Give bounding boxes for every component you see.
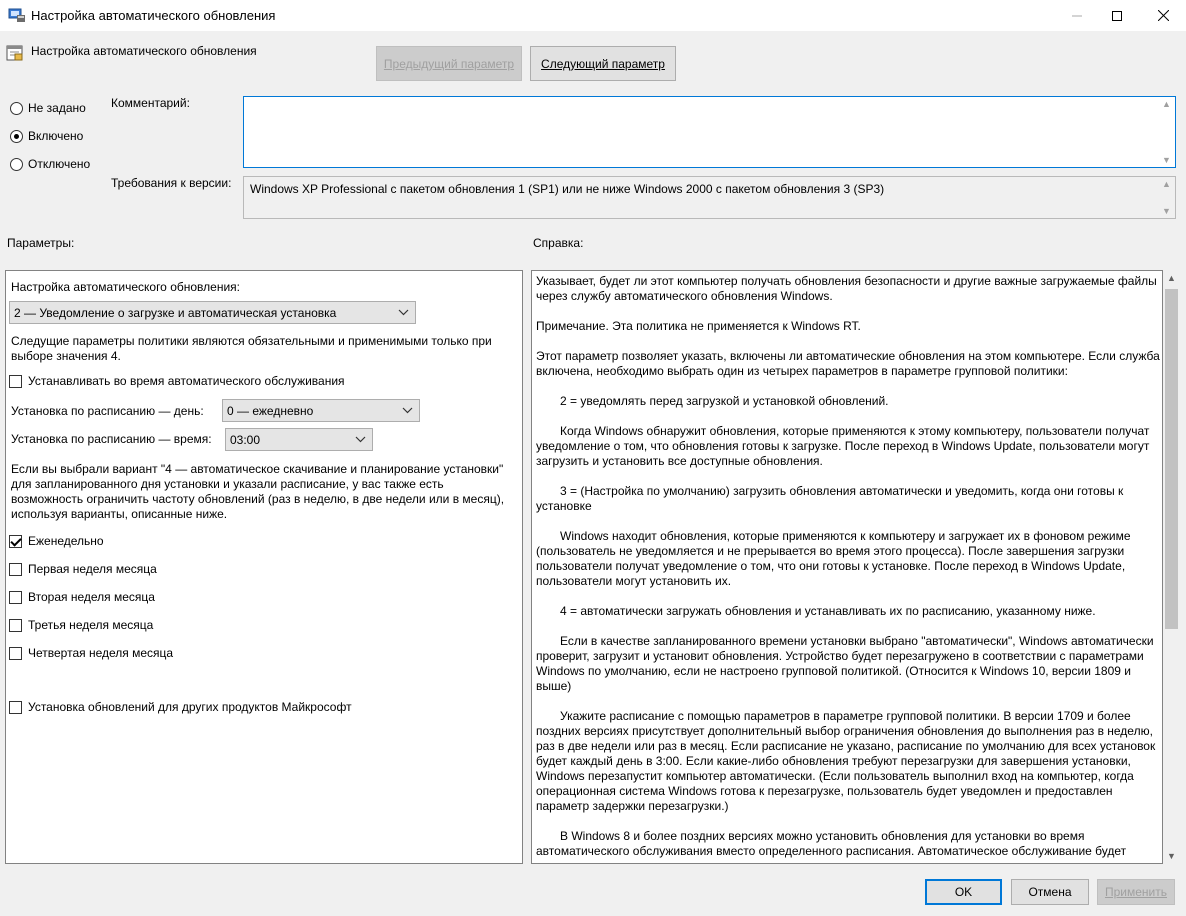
- radio-button[interactable]: [10, 158, 23, 171]
- requirements-scrollbar[interactable]: [1158, 177, 1175, 218]
- first-week-checkbox-label: Первая неделя месяца: [28, 562, 157, 576]
- scroll-up-icon[interactable]: ▲: [1162, 179, 1171, 189]
- radio-enabled[interactable]: [10, 129, 83, 143]
- schedule-info: Если вы выбрали вариант "4 — автоматическое скачивание и планирование установки" для запланированного дня установки и указали расписание, у вас также есть возможность ограничить частоту обновлений (раз в неделю, в две недели или в месяц), используя варианты, описанные ниже.: [11, 462, 505, 521]
- fourth-week-checkbox[interactable]: [9, 647, 22, 660]
- help-paragraph: 4 = автоматически загружать обновления и устанавливать их по расписанию, указанному ниже.: [560, 604, 1096, 618]
- policy-setting-icon: [6, 44, 24, 62]
- help-paragraph: 2 = уведомлять перед загрузкой и установкой обновлений.: [560, 394, 889, 408]
- schedule-time-value: 03:00: [230, 432, 261, 447]
- schedule-day-value: 0 — ежедневно: [227, 403, 314, 418]
- previous-setting-button[interactable]: [376, 46, 522, 81]
- config-label: Настройка автоматического обновления:: [11, 280, 240, 294]
- maximize-icon: [1112, 11, 1122, 21]
- close-button[interactable]: [1140, 0, 1186, 31]
- help-scrollbar[interactable]: [1163, 271, 1180, 863]
- help-paragraph: В Windows 8 и более поздних версиях можно установить обновления для установки во время автоматического обслуживания вместо определенного расписания. Автоматическое обслуживание будет: [536, 829, 1127, 858]
- ok-button[interactable]: [925, 879, 1002, 905]
- fourth-week-checkbox-row[interactable]: [9, 646, 173, 660]
- second-week-checkbox[interactable]: [9, 591, 22, 604]
- next-setting-label: Следующий параметр: [541, 56, 665, 71]
- scroll-down-icon[interactable]: ▼: [1167, 851, 1176, 861]
- help-paragraph: 3 = (Настройка по умолчанию) загрузить обновления автоматически и уведомить, когда они готовы к установке: [536, 484, 1124, 513]
- maintenance-checkbox-row[interactable]: [9, 374, 345, 388]
- minimize-icon: [1072, 11, 1082, 21]
- radio-button[interactable]: [10, 102, 23, 115]
- previous-setting-label: Предыдущий параметр: [383, 56, 515, 71]
- config-dropdown[interactable]: [9, 301, 416, 324]
- schedule-time-dropdown[interactable]: [225, 428, 373, 451]
- fourth-week-checkbox-label: Четвертая неделя месяца: [28, 646, 174, 660]
- parameters-panel: [5, 270, 523, 864]
- weekly-checkbox[interactable]: [9, 535, 22, 548]
- help-paragraph: Когда Windows обнаружит обновления, которые применяются к этому компьютеру, пользователи получат уведомление о том, что обновления готовы к загрузке. После переход в Windows Update, пользователи могут загрузить и установить все доступные обновления.: [536, 424, 1150, 468]
- maximize-button[interactable]: [1094, 0, 1140, 31]
- comment-scrollbar[interactable]: [1158, 97, 1175, 167]
- weekly-checkbox-row[interactable]: [9, 534, 104, 548]
- comment-label: Комментарий:: [111, 96, 190, 110]
- help-paragraph: Windows находит обновления, которые применяются к компьютеру и загружает их в фоновом режиме (пользователь не уведомляется и не прерывается во время этого процесса). После завершения загрузки пользователи получат уведомление о том, что они готовы к установке. После переход в Windows Update, пользователи могут установить их.: [536, 529, 1131, 588]
- policy-note: Следущие параметры политики являются обязательными и применимыми только при выборе значения 4.: [11, 334, 492, 363]
- apply-button[interactable]: [1097, 879, 1175, 905]
- requirements-label: Требования к версии:: [111, 176, 232, 190]
- chevron-down-icon: [355, 433, 366, 445]
- help-panel: [531, 270, 1163, 864]
- scrollbar-thumb[interactable]: [1165, 289, 1178, 629]
- other-products-checkbox-label: Установка обновлений для других продуктов Майкрософт: [28, 700, 352, 714]
- scroll-down-icon[interactable]: ▼: [1162, 155, 1171, 165]
- scroll-up-icon[interactable]: ▲: [1162, 99, 1171, 109]
- config-dropdown-value: 2 — Уведомление о загрузке и автоматическая установка: [14, 305, 337, 320]
- help-paragraph: Если в качестве запланированного времени установки выбрано "автоматически", Windows автоматически проверит, загрузит и установит обновления. Устройство будет перезагружено в соответствии с параметрами Windows по умолчанию, если не настроено групповой политикой. (Относится к Windows 10, версии 1809 и выше): [536, 634, 1154, 693]
- radio-not-configured[interactable]: [10, 101, 86, 115]
- second-week-checkbox-row[interactable]: [9, 590, 155, 604]
- radio-label-disabled: Отключено: [28, 157, 91, 171]
- other-products-checkbox-row[interactable]: [9, 700, 352, 714]
- third-week-checkbox-row[interactable]: [9, 618, 153, 632]
- next-setting-button[interactable]: [530, 46, 676, 81]
- schedule-day-label: Установка по расписанию — день:: [11, 404, 204, 418]
- requirements-field: [243, 176, 1176, 219]
- policy-title: Настройка автоматического обновления: [31, 44, 257, 58]
- help-text: [536, 274, 1160, 864]
- first-week-checkbox-row[interactable]: [9, 562, 157, 576]
- third-week-checkbox[interactable]: [9, 619, 22, 632]
- help-paragraph: Примечание. Эта политика не применяется к Windows RT.: [536, 319, 861, 333]
- group-policy-app-icon: [8, 7, 26, 23]
- scroll-down-icon[interactable]: ▼: [1162, 206, 1171, 216]
- scroll-up-icon[interactable]: ▲: [1167, 273, 1176, 283]
- parameters-section-label: Параметры:: [7, 236, 75, 250]
- weekly-checkbox-label: Еженедельно: [28, 534, 104, 548]
- radio-label-not-configured: Не задано: [28, 101, 86, 115]
- comment-input[interactable]: [243, 96, 1176, 168]
- window-title: Настройка автоматического обновления: [31, 8, 276, 23]
- requirements-value: Windows XP Professional с пакетом обновления 1 (SP1) или не ниже Windows 2000 с пакетом обновления 3 (SP3): [250, 182, 885, 196]
- help-section-label: Справка:: [533, 236, 584, 250]
- schedule-day-dropdown[interactable]: [222, 399, 420, 422]
- radio-label-enabled: Включено: [28, 129, 84, 143]
- help-paragraph: Укажите расписание с помощью параметров в параметре групповой политики. В версии 1709 и более поздних версиях присутствует дополнительный выбор ограничения обновления до выполнения раз в неделю, раз в две недели или раз в месяц. Если расписание не указано, расписание по умолчанию для всех установок будет каждый день в 3:00. Если какие-либо обновления требуют перезагрузки для завершения установки, Windows перезапустит компьютер автоматически. (Если пользователь выполнил вход на компьютер, когда операционная система Windows готова к перезагрузке, пользователь будет уведомлен и предоставлен параметр задержки перезагрузки.): [536, 709, 1156, 813]
- third-week-checkbox-label: Третья неделя месяца: [28, 618, 154, 632]
- chevron-down-icon: [402, 404, 413, 416]
- close-icon: [1158, 10, 1169, 21]
- ok-label: OK: [954, 885, 973, 899]
- help-paragraph: Указывает, будет ли этот компьютер получать обновления безопасности и другие важные загружаемые файлы через службу автоматического обновления Windows.: [536, 274, 1157, 303]
- title-bar: [0, 0, 1186, 31]
- schedule-time-label: Установка по расписанию — время:: [11, 432, 212, 446]
- maintenance-checkbox[interactable]: [9, 375, 22, 388]
- radio-button[interactable]: [10, 130, 23, 143]
- first-week-checkbox[interactable]: [9, 563, 22, 576]
- chevron-down-icon: [398, 306, 409, 318]
- cancel-button[interactable]: [1011, 879, 1089, 905]
- other-products-checkbox[interactable]: [9, 701, 22, 714]
- apply-label: Применить: [1104, 885, 1167, 899]
- maintenance-checkbox-label: Устанавливать во время автоматического обслуживания: [28, 374, 345, 388]
- cancel-label: Отмена: [1028, 885, 1072, 899]
- help-paragraph: Этот параметр позволяет указать, включены ли автоматические обновления на этом компьютере. Если служба включена, необходимо выбрать один из четырех параметров в параметре групповой политики:: [536, 349, 1160, 378]
- second-week-checkbox-label: Вторая неделя месяца: [28, 590, 155, 604]
- radio-disabled[interactable]: [10, 157, 90, 171]
